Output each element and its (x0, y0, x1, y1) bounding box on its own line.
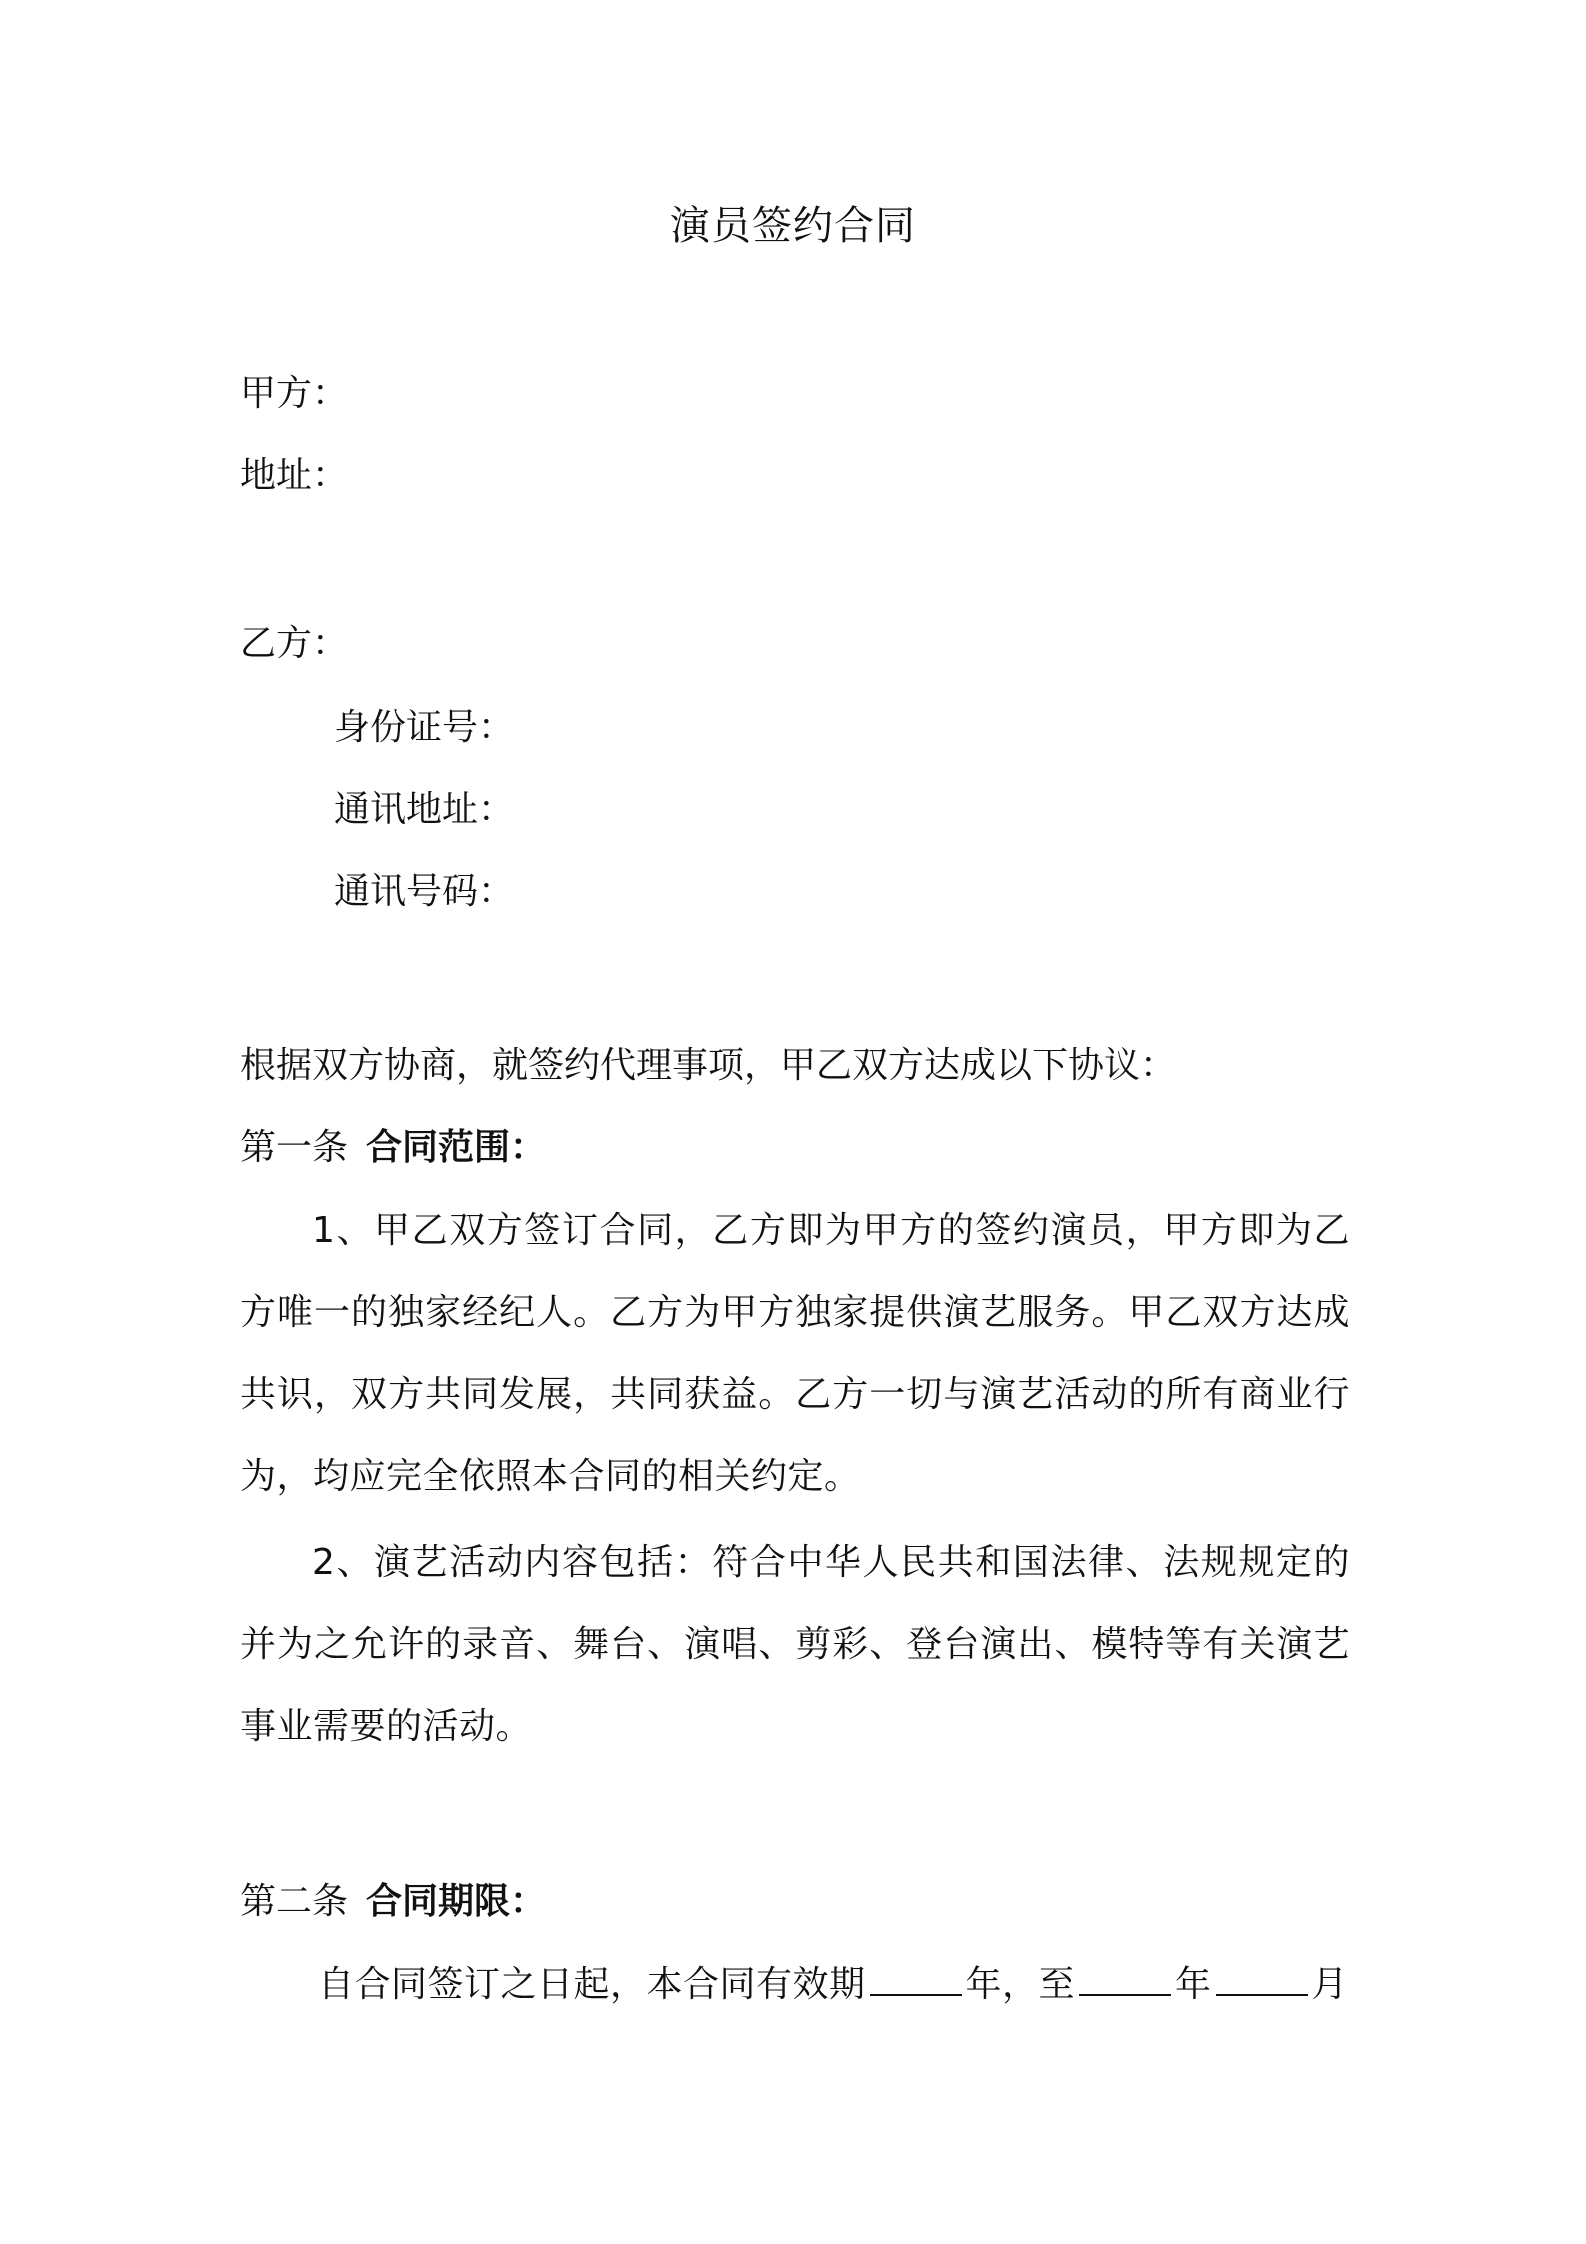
article-1-heading (240, 1122, 546, 1174)
article-1-title: 合同范围： (366, 1127, 547, 1168)
party-b-mail-address-label: 通讯地址： (334, 789, 515, 830)
party-b-id-label: 身份证号： (334, 707, 515, 748)
end-year-blank (1079, 1958, 1171, 1996)
article-2-text-part-1: 自合同签订之日起，本合同有效期 (318, 1964, 866, 2005)
term-years-blank (870, 1958, 962, 1996)
party-a-address-label: 地址： (240, 455, 349, 496)
party-a-label: 甲方： (240, 373, 349, 414)
article-2-text-part-3: 年 (1175, 1964, 1212, 2005)
article-2-heading (240, 1876, 546, 1928)
article-1-number: 第一条 (240, 1127, 349, 1168)
preamble: 根据双方协商，就签约代理事项，甲乙双方达成以下协议： (240, 1045, 1177, 1086)
article-2-text-part-4: 月 (1311, 1964, 1349, 2005)
article-1-clause-1: 1、甲乙双方签订合同，乙方即为甲方的签约演员，甲方即为乙方唯一的独家经纪人。乙方为甲方独家提供演艺服务。甲乙双方达成共识，双方共同发展，共同获益。乙方一切与演艺活动的所有商业行为，均应完全依照本合同的相关约定。 (240, 1210, 1350, 1497)
article-2-text-part-2: 年，至 (965, 1964, 1076, 2005)
article-2-title: 合同期限： (366, 1881, 547, 1922)
party-b-phone-label: 通讯号码： (334, 871, 515, 912)
party-b-label: 乙方： (240, 623, 349, 664)
end-month-blank (1216, 1958, 1308, 1996)
article-2-text (318, 1958, 1348, 2011)
document-title: 演员签约合同 (670, 203, 916, 249)
article-1-clause-2: 2、演艺活动内容包括：符合中华人民共和国法律、法规规定的并为之允许的录音、舞台、演唱、剪彩、登台演出、模特等有关演艺事业需要的活动。 (240, 1542, 1350, 1747)
article-2-number: 第二条 (240, 1881, 349, 1922)
